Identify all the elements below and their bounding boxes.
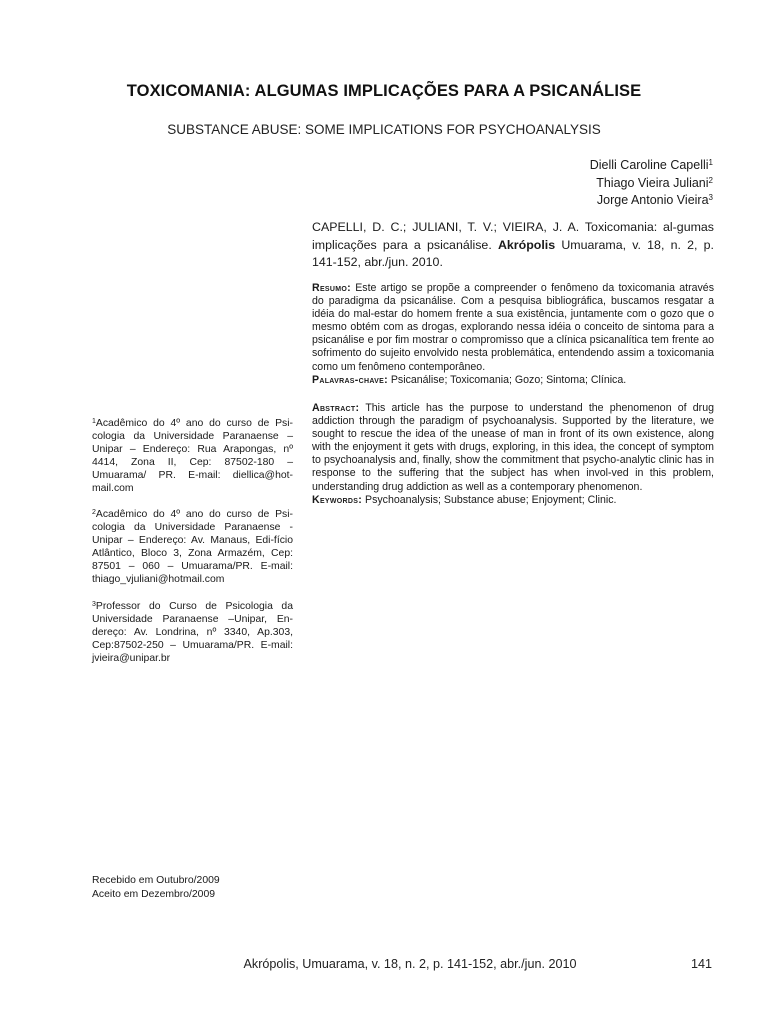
author-2-mark: 2 (708, 175, 713, 185)
palavras-chave-text: Psicanálise; Toxicomania; Gozo; Sintoma; Clínica. (387, 373, 627, 386)
resumo-label: Resumo: (312, 282, 351, 294)
author-2: Thiago Vieira Juliani$^2$ (596, 175, 713, 190)
abstract-label: Abstract: (312, 402, 360, 414)
abstract-block (312, 402, 714, 507)
author-3: Jorge Antonio Vieira$^3$ (596, 193, 713, 207)
footnote-3: $^3$Professor do Curso de Psicologia da Universidade Paranaense –Unipar, En-dereço: Av. Londrina, nº 3340, Ap.303, Cep:87502-250 – Umuarama/PR. E-mail: jvieira@unipar.br (92, 600, 293, 664)
page-number: 141 (690, 957, 712, 971)
palavras-chave-line (312, 374, 714, 387)
resumo-text: Este artigo se propõe a compreender o fenômeno da toxicomania através do paradigma da psicanálise. Com a pesquisa bibliográfica, buscamos resgatar a idéia do mal-estar do homem frente a sua existência, juntamente com o gozo que o mesmo obtém com as drogas, explorando nessa idéia o conceito de sintoma para a psicanálise e por fim mostrar o compromisso que a clínica psicanalítica tem frente ao sofrimento do sujeito envolvido nesta problemática, entendendo assim a toxicomania como um fenômeno contemporâneo. (312, 282, 714, 373)
author-3-mark: 3 (708, 193, 713, 202)
received-date: Recebido em Outubro/2009 (92, 875, 220, 886)
abstract-text: This article has the purpose to understand the phenomenon of drug addiction through the paradigm of psychoanalysis. Supported by the literature, we sought to rescue the idea of the unease of man in front of its own existence, along with the enjoyment it gets with drugs, exploring, in this idea, the concept of symptom to psychoanalysis and, finally, show the commitment that psycho-analytic clinic has in response to the suffering that the subject has when invol-ved in this problem, understanding drug addiction as well as a contemporary phenomenon. (312, 402, 714, 493)
author-list (413, 157, 713, 210)
keywords-line (312, 494, 714, 507)
submission-dates (92, 874, 322, 901)
keywords-text: Psychoanalysis; Substance abuse; Enjoyment; Clinic. (362, 493, 617, 506)
citation: CAPELLI, D. C.; JULIANI, T. V.; VIEIRA, J. A. Toxicomania: al-gumas implicações para a psicanálise. Akrópolis Umuarama, v. 18, n. 2, p. 141-152, abr./jun. 2010. (312, 220, 714, 269)
article-title: TOXICOMANIA: ALGUMAS IMPLICAÇÕES PARA A PSICANÁLISE (126, 82, 642, 100)
author-1-mark: 1 (708, 158, 713, 167)
accepted-date: Aceito em Dezembro/2009 (92, 888, 216, 900)
footnote-1: $^1$Acadêmico do 4º ano do curso de Psi-cologia da Universidade Paranaense –Unipar – Endereço: Rua Arapongas, nº 4414, Zona II, Cep: 87502-180 – Umuarama/ PR. E-mail: diellica@hot-mail.com (92, 418, 293, 494)
article-subtitle: SUBSTANCE ABUSE: SOME IMPLICATIONS FOR PSYCHOANALYSIS (167, 122, 601, 137)
resumo-block (312, 282, 714, 387)
journal-name: Akrópolis (497, 237, 556, 252)
footnotes (92, 418, 293, 679)
footnote-2: $^2$Acadêmico do 4º ano do curso de Psi-cologia da Universidade Paranaense - Unipar – Endereço: Av. Manaus, Edi-fício Atlântico, Bloco 3, Zona Armazém, Cep: 87501 – 060 – Umuarama/PR. E-mail: thiago_vjuliani@hotmail.com (92, 509, 293, 585)
keywords-label: Keywords: (312, 493, 363, 506)
running-footer: Akrópolis, Umuarama, v. 18, n. 2, p. 141-152, abr./jun. 2010 (243, 957, 577, 971)
author-1: Dielli Caroline Capelli$^1$ (589, 158, 713, 172)
palavras-chave-label: Palavras-chave: (312, 373, 388, 386)
